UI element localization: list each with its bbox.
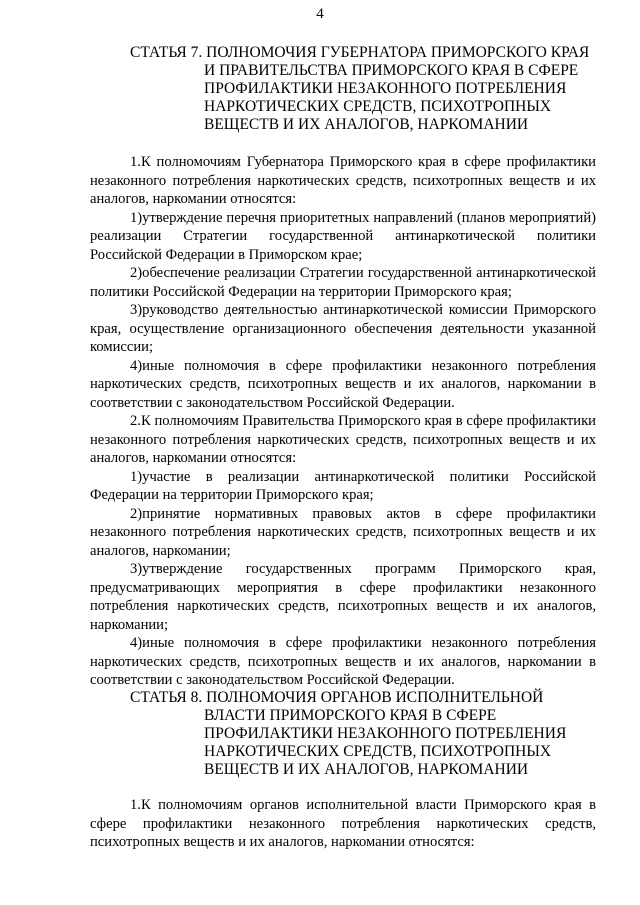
paragraph: 1)утверждение перечня приоритетных направлений (планов мероприятий) реализации Стратегии государственной антинаркотической политики Российской Федерации в Приморском крае;: [90, 209, 596, 263]
article-7-heading: [130, 44, 600, 134]
paragraph: 4)иные полномочия в сфере профилактики незаконного потребления наркотических средств, психотропных веществ и их аналогов, наркомании в соответствии с законодательством Российской Федерации.: [90, 635, 596, 688]
page-number: 4: [316, 6, 324, 22]
article-8-body: [90, 796, 596, 852]
paragraph: 1.К полномочиям Губернатора Приморского края в сфере профилактики незаконного потребления наркотических средств, психотропных веществ и их аналогов, наркомании относятся:: [90, 154, 596, 207]
paragraph: 1.К полномочиям органов исполнительной власти Приморского края в сфере профилактики незаконного потребления наркотических средств, психотропных веществ и их аналогов, наркомании относятся:: [90, 797, 596, 850]
paragraph: 3)руководство деятельностью антинаркотической комиссии Приморского края, осуществление организационного обеспечения деятельности указанной комиссии;: [90, 302, 596, 355]
paragraph: 2)обеспечение реализации Стратегии государственной антинаркотической политики Российской Федерации на территории Приморского края;: [90, 265, 596, 300]
article-7-heading-first-line: СТАТЬЯ 7. ПОЛНОМОЧИЯ ГУБЕРНАТОРА ПРИМОРСКОГО КРАЯ: [130, 44, 590, 61]
paragraph: 1)участие в реализации антинаркотической политики Российской Федерации на территории Приморского края;: [90, 468, 596, 503]
paragraph: 2.К полномочиям Правительства Приморского края в сфере профилактики незаконного потребления наркотических средств, психотропных веществ и их аналогов, наркомании относятся:: [90, 413, 596, 466]
article-8-heading-first-line: СТАТЬЯ 8. ПОЛНОМОЧИЯ ОРГАНОВ ИСПОЛНИТЕЛЬНОЙ: [130, 689, 544, 706]
article-7-heading-continuation: И ПРАВИТЕЛЬСТВА ПРИМОРСКОГО КРАЯ В СФЕРЕ ПРОФИЛАКТИКИ НЕЗАКОННОГО ПОТРЕБЛЕНИЯ НАРКОТИЧЕСКИХ СРЕДСТВ, ПСИХОТРОПНЫХ ВЕЩЕСТВ И ИХ АНАЛОГОВ, НАРКОМАНИИ: [204, 62, 579, 133]
paragraph: 3)утверждение государственных программ Приморского края, предусматривающих мероприятия в сфере профилактики незаконного потребления наркотических средств, психотропных веществ и их аналогов, наркомании;: [90, 561, 596, 633]
article-7-body: [90, 153, 596, 690]
article-8-heading: [130, 689, 600, 779]
paragraph: 4)иные полномочия в сфере профилактики незаконного потребления наркотических средств, психотропных веществ и их аналогов, наркомании в соответствии с законодательством Российской Федерации.: [90, 357, 596, 411]
paragraph: 2)принятие нормативных правовых актов в сфере профилактики незаконного потребления наркотических средств, психотропных веществ и их аналогов, наркомании;: [90, 505, 596, 559]
article-8-heading-continuation: ВЛАСТИ ПРИМОРСКОГО КРАЯ В СФЕРЕ ПРОФИЛАКТИКИ НЕЗАКОННОГО ПОТРЕБЛЕНИЯ НАРКОТИЧЕСКИХ СРЕДСТВ, ПСИХОТРОПНЫХ ВЕЩЕСТВ И ИХ АНАЛОГОВ, НАРКОМАНИИ: [204, 707, 567, 778]
